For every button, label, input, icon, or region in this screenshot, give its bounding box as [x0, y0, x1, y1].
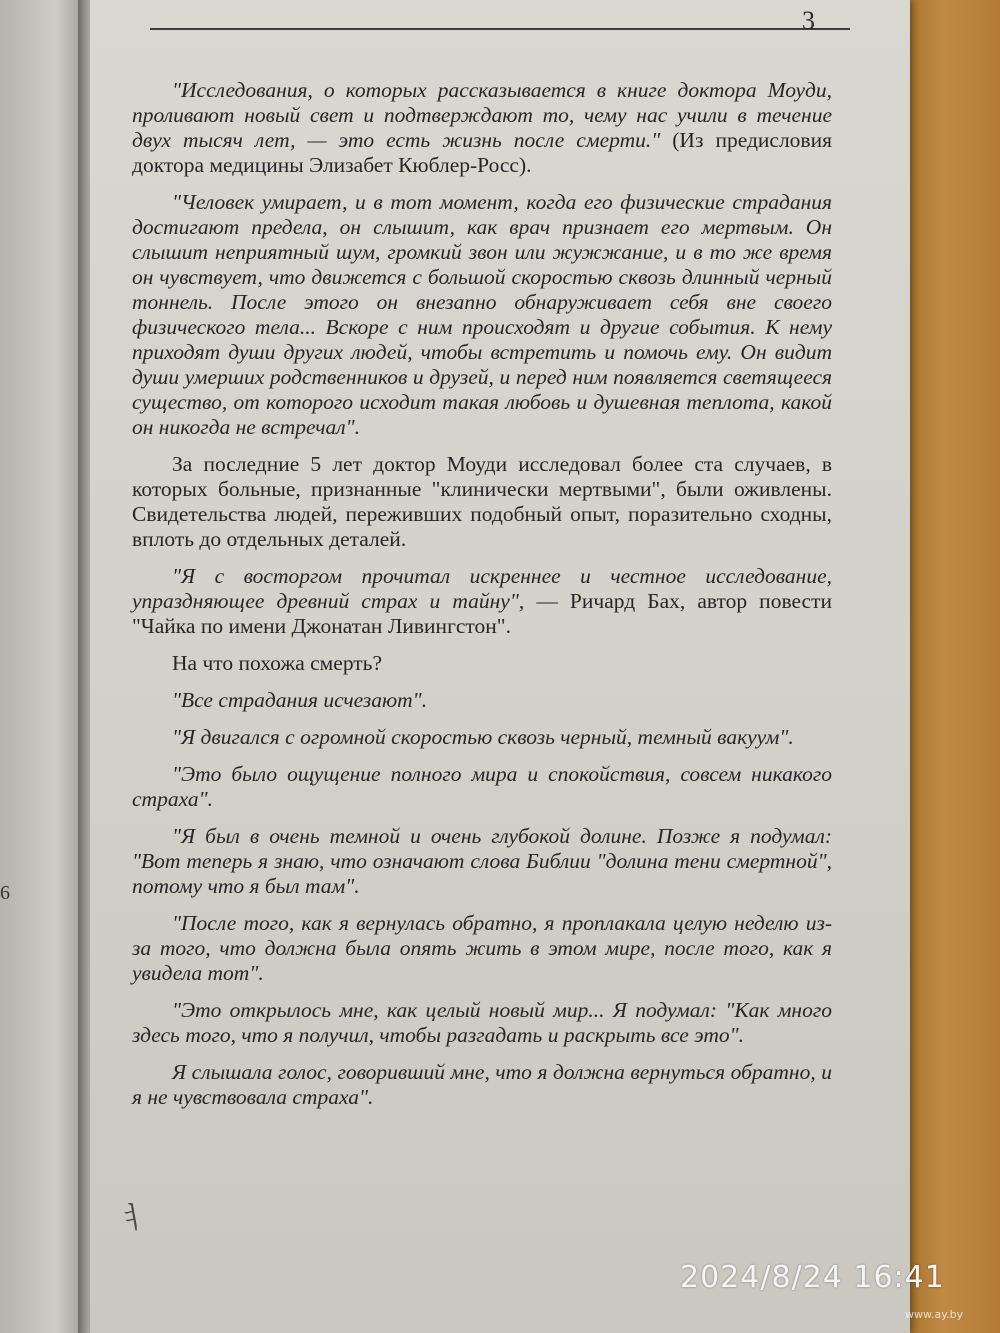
- photo-timestamp: 2024/8/24 16:41: [680, 1260, 945, 1295]
- paragraph: За последние 5 лет доктор Моуди исследовал более ста случаев, в которых больные, признанные "клинически мертвыми", были оживлены. Свидетельства людей, переживших подобный опыт, поразительно сходны, вплоть до отдельных деталей.: [132, 452, 832, 551]
- paragraph: "После того, как я вернулась обратно, я проплакала целую неделю из-за того, что должна была опять жить в этом мире, после того, как я увидела тот".: [132, 911, 832, 985]
- paragraph: "Человек умирает, и в тот момент, когда его физические страдания достигают предела, он слышит, как врач признает его мертвым. Он слышит неприятный шум, громкий звон или жужжание, и в то же время он чувствует, что движется с большой скоростью сквозь длинный черный тоннель. После этого он внезапно обнаруживает себя вне своего физического тела... Вскоре с ним происходят и другие события. К нему приходят души других людей, чтобы встретить и помочь ему. Он видит души умерших родственников и друзей, и перед ним появляется светящееся существо, от которого исходит такая любовь и душевная теплота, какой он никогда не встречал".: [132, 190, 832, 439]
- handwritten-mark: ㅕ: [115, 1199, 151, 1238]
- paragraph: "Это было ощущение полного мира и спокойствия, совсем никакого страха".: [132, 762, 832, 811]
- page-number: 3: [802, 6, 815, 35]
- left-page: [0, 0, 80, 1333]
- page-text: [132, 78, 832, 1122]
- left-page-number: 6: [0, 882, 10, 904]
- header-rule: [150, 28, 850, 30]
- paragraph: "Я с восторгом прочитал искреннее и честное исследование, упраздняющее древний страх и тайну", — Ричард Бах, автор повести "Чайка по имени Джонатан Ливингстон".: [132, 564, 832, 638]
- paragraph: Я слышала голос, говоривший мне, что я должна вернуться обратно, и я не чувствовала страха".: [132, 1060, 832, 1109]
- paragraph: "Исследования, о которых рассказывается в книге доктора Моуди, проливают новый свет и подтверждают то, чему нас учили в течение двух тысяч лет, — это есть жизнь после смерти." (Из предисловия доктора медицины Элизабет Кюблер-Росс).: [132, 78, 832, 177]
- paragraph: "Все страдания исчезают".: [172, 688, 428, 712]
- book-page: [90, 0, 910, 1333]
- paragraph: "Я был в очень темной и очень глубокой долине. Позже я подумал: "Вот теперь я знаю, что означают слова Библии "долина тени смертной", потому что я был там".: [132, 824, 832, 898]
- paragraph: "Это открылось мне, как целый новый мир... Я подумал: "Как много здесь того, что я получил, чтобы разгадать и раскрыть все это".: [132, 998, 832, 1047]
- paragraph: На что похожа смерть?: [172, 651, 383, 675]
- watermark: www.ay.by: [905, 1308, 964, 1321]
- wooden-surface: [905, 0, 1000, 1333]
- paragraph: "Я двигался с огромной скоростью сквозь черный, темный вакуум".: [172, 725, 794, 749]
